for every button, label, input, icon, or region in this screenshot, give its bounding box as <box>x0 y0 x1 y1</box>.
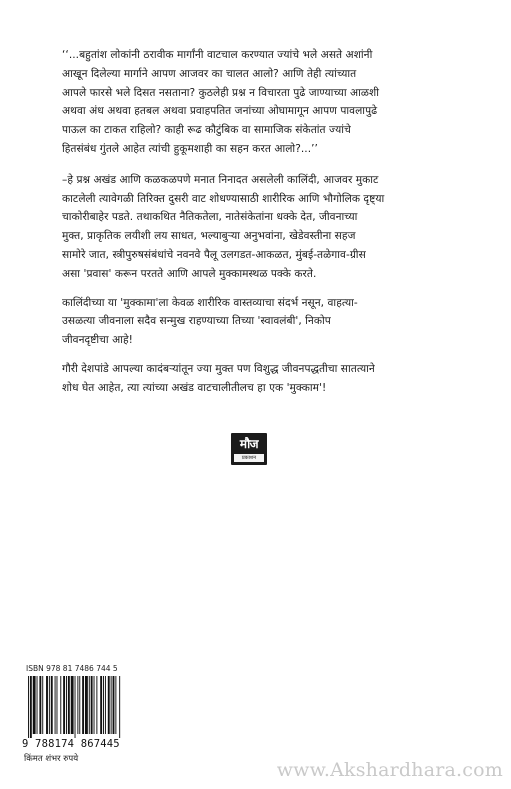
blurb-line: मुक्त, प्राकृतिक लयीशी लय साधत, भल्याबुऱ्या अनुभवांना, खेडेवस्तीना सहज <box>62 230 356 243</box>
blurb-line: कालिंदीच्या या 'मुक्कामा'ला केवळ शारीरिक वास्तव्याचा संदर्भ नसून, वाहत्या- <box>62 296 358 309</box>
barcode-bar <box>49 676 50 734</box>
blurb-line: सामोरे जात, स्त्रीपुरुषसंबंधांचे नवनवे पैलू उलगडत-आकळत, मुंबई-तळेगाव-ग्रीस <box>62 248 366 261</box>
watermark-text: www.Akshardhara.com <box>276 759 503 781</box>
barcode-bar <box>68 676 70 734</box>
barcode-bar <box>55 676 56 734</box>
blurb-line: असा 'प्रवास' करून परतते आणि आपले मुक्कामस्थळ पक्के करते. <box>62 267 317 280</box>
barcode-bar <box>89 676 90 734</box>
price-label: किंमत शंभर रुपये <box>24 754 79 764</box>
barcode-bar <box>100 676 102 734</box>
blurb-line: हितसंबंध गुंतले आहेत त्यांची हुकूमशाही का सहन करत आलो?...’’ <box>62 142 318 155</box>
blurb-line: अथवा अंध अथवा हतबल अथवा प्रवाहपतित जनांच्या ओघामागून आपण पावलापुढे <box>62 105 378 118</box>
barcode-bar <box>33 676 36 734</box>
blurb-line: काटलेली त्यावेगळी तिरिक्त दुसरी वाट शोधण्यासाठी शारीरिक आणि भौगोलिक दृष्ट्या <box>62 192 385 205</box>
blurb-line: पाऊल का टाकत राहिलो? काही रूढ कौटुंबिक वा सामाजिक संकेतांत ज्यांचे <box>62 124 351 137</box>
publisher-logo-mark: मौज <box>239 437 259 451</box>
publisher-logo-icon <box>231 433 267 465</box>
barcode-bar <box>77 676 78 734</box>
barcode-bar <box>60 676 61 734</box>
barcode-bar <box>75 676 76 738</box>
barcode-bar <box>63 676 65 734</box>
barcode-bar <box>82 676 84 734</box>
isbn-label: ISBN 978 81 7486 744 5 <box>26 664 118 673</box>
barcode-block <box>20 663 163 767</box>
barcode-bar <box>111 676 112 734</box>
blurb-line: गौरी देशपांडे आपल्या कादंबऱ्यांतून ज्या मुक्त पण विशुद्ध जीवनपद्धतीचा सातत्याने <box>62 362 375 375</box>
barcode-bar <box>103 676 104 734</box>
blurb-paragraph-2 <box>62 171 460 284</box>
blurb-line: ‘‘...बहुतांश लोकांनी ठरावीक मार्गांनी वाटचाल करण्यात ज्यांचे भले असते अशांनी <box>62 49 373 61</box>
barcode-bar <box>71 676 74 734</box>
barcode-bar <box>115 676 116 734</box>
blurb-paragraph-4 <box>62 360 460 398</box>
barcode-bar <box>28 676 29 738</box>
ean-digits: 9 788174 867445 <box>22 738 120 750</box>
barcode-bar <box>119 676 120 738</box>
barcode-bar <box>37 676 38 734</box>
barcode-bar <box>57 676 58 734</box>
barcode-bar <box>79 676 80 734</box>
barcode-bar <box>94 676 95 734</box>
barcode-bar <box>108 676 110 734</box>
publisher-logo-caption: प्रकाशन <box>234 454 264 462</box>
barcode-bar <box>91 676 93 734</box>
blurb-text <box>62 46 460 408</box>
barcode-bar <box>66 676 67 734</box>
blurb-line: शोध घेत आहेत, त्या त्यांच्या अखंड वाटचालीतीलच हा एक 'मुक्काम'! <box>62 381 327 394</box>
blurb-line: आपले फारसे भले दिसत नसताना? कुठलेही प्रश्न न विचारता पुढे जाण्याच्या आळशी <box>62 86 380 99</box>
barcode-bar <box>42 676 43 734</box>
blurb-quote-paragraph <box>62 46 460 159</box>
barcode-bar <box>113 676 115 734</box>
barcode-bar <box>39 676 41 734</box>
blurb-line: जीवनदृष्टीचा आहे! <box>62 334 133 347</box>
barcode-bar <box>105 676 106 734</box>
barcode-bar <box>85 676 88 734</box>
barcode-bar <box>46 676 48 734</box>
blurb-line: आखून दिलेल्या मार्गाने आपण आजवर का चालत आलो? आणि तेही त्यांच्यात <box>62 67 357 80</box>
barcode-bar <box>30 676 32 738</box>
barcode-bar <box>51 676 53 734</box>
blurb-paragraph-3 <box>62 294 460 350</box>
barcode-bar <box>96 676 97 734</box>
blurb-line: चाकोरीबाहेर पडते. तथाकथित नैतिकतेला, नातेसंकेतांना धक्के देत, जीवनाच्या <box>62 211 358 224</box>
blurb-line: –हे प्रश्न अखंड आणि कळकळपणे मनात निनादत असलेली कालिंदी, आजवर मुकाट <box>62 173 379 186</box>
barcode-icon <box>26 676 157 738</box>
blurb-line: उसळत्या जीवनाला सदैव सन्मुख राहण्याच्या तिच्या 'स्वावलंबी', निकोप <box>62 315 331 328</box>
